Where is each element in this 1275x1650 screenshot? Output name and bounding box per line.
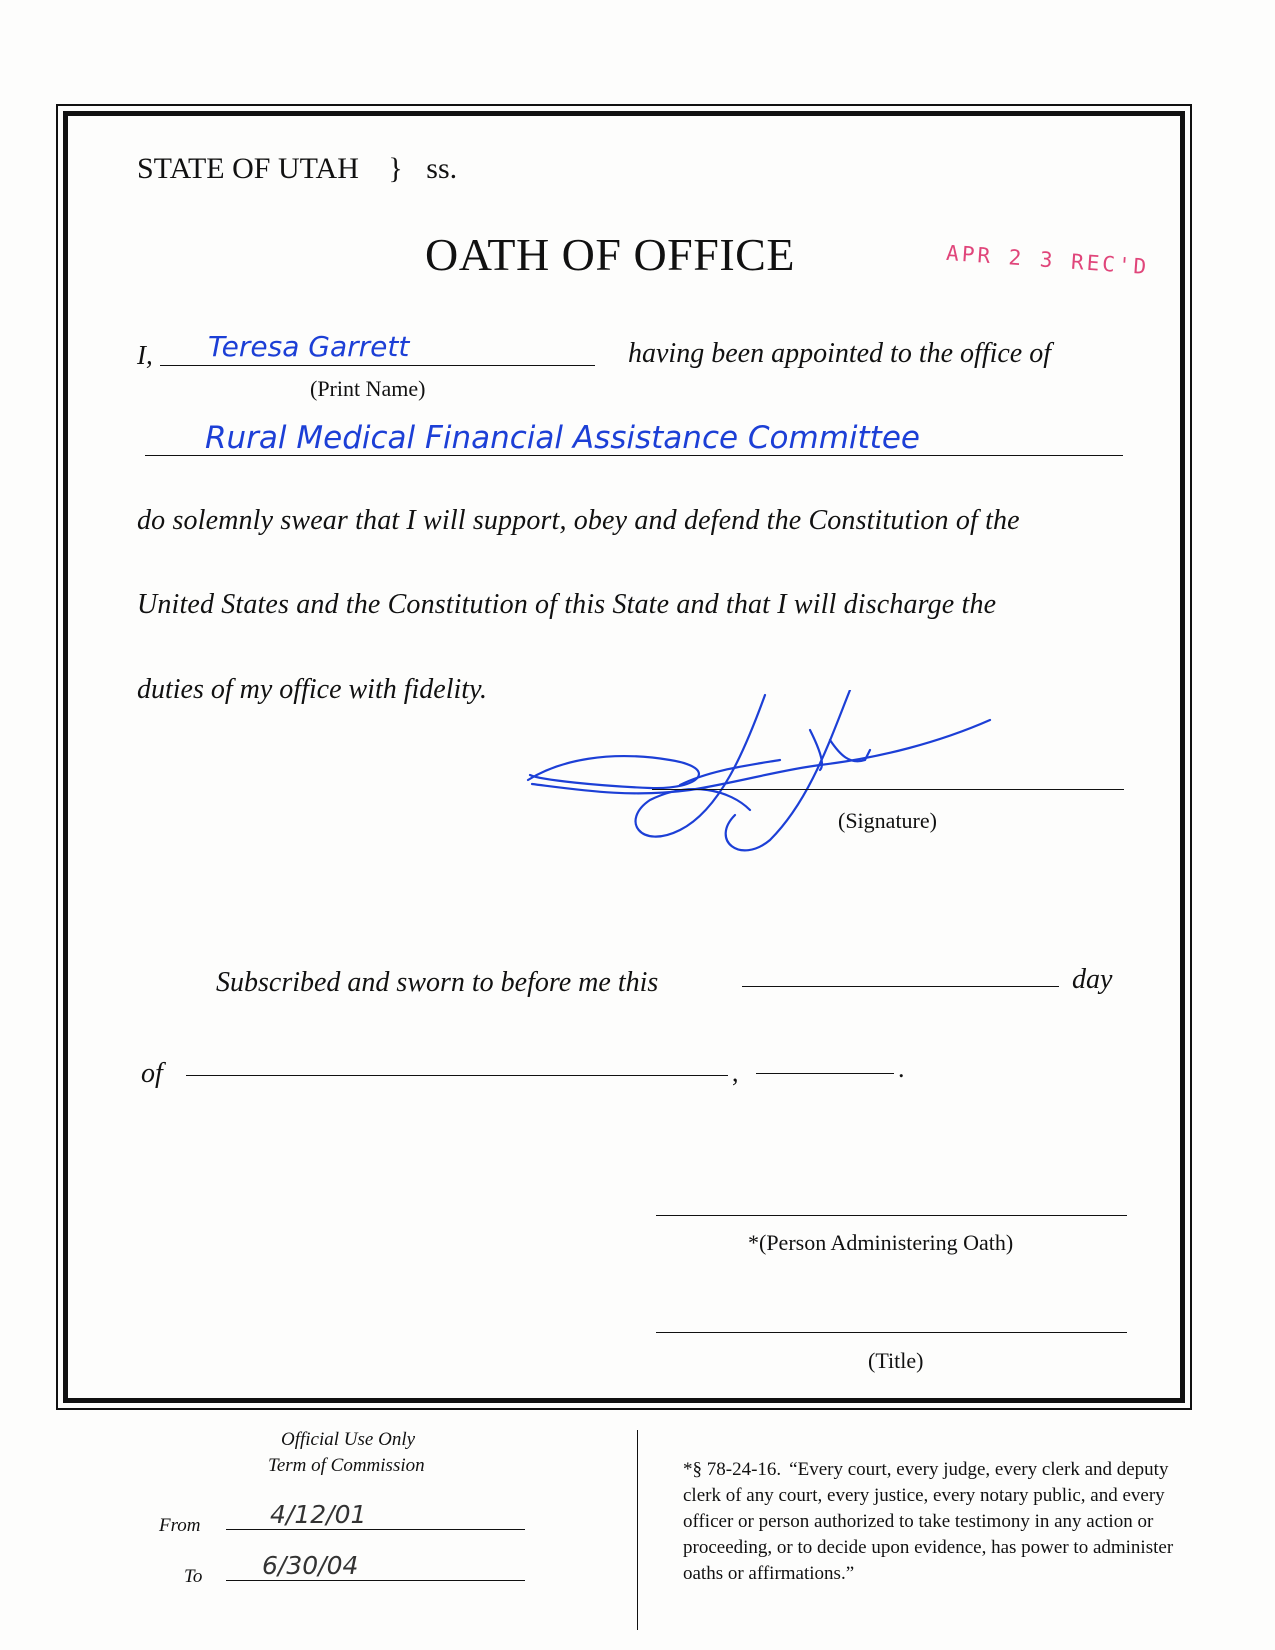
from-label: From: [159, 1515, 201, 1536]
title-label: (Title): [868, 1348, 924, 1373]
received-stamp: APR 2 3 REC'D: [945, 240, 1150, 280]
term-of-commission-heading: Term of Commission: [268, 1455, 425, 1476]
oath-text-line-2: United States and the Constitution of this State and that I will discharge the: [137, 589, 997, 620]
month-comma: ,: [732, 1058, 739, 1087]
signature-line: [652, 789, 1124, 790]
statute-note: [683, 1457, 1203, 1587]
office-handwritten: Rural Medical Financial Assistance Committee: [205, 420, 920, 456]
to-line: [226, 1580, 525, 1581]
oath-text-line-3: duties of my office with fidelity.: [137, 674, 487, 705]
i-label: I,: [137, 340, 153, 370]
from-line: [226, 1529, 525, 1530]
from-date-handwritten: 4/12/01: [270, 1500, 367, 1529]
statute-text: “Every court, every judge, every clerk and deputy clerk of any court, every justice, every notary public, and every officer or person authorized to take testimony in any action or proceeding, or to decide upon evidence, has power to administer oaths or affirmations.”: [683, 1459, 1174, 1584]
subscribed-text: Subscribed and sworn to before me this: [216, 967, 659, 998]
month-line: [186, 1075, 728, 1076]
oath-text-line-1: do solemnly swear that I will support, obey and defend the Constitution of the: [137, 505, 1020, 536]
day-label: day: [1072, 964, 1113, 995]
title-line: [656, 1332, 1127, 1333]
footer-divider: [637, 1430, 638, 1630]
statute-reference: *§ 78-24-16.: [683, 1459, 782, 1480]
to-date-handwritten: 6/30/04: [262, 1551, 359, 1580]
state-label: STATE OF UTAH: [137, 152, 359, 185]
signature-label: (Signature): [838, 808, 937, 833]
day-line: [742, 986, 1059, 987]
administrator-line: [656, 1215, 1127, 1216]
name-line: [160, 365, 595, 366]
document-title: OATH OF OFFICE: [425, 229, 795, 280]
name-handwritten: Teresa Garrett: [208, 330, 410, 363]
year-line: [756, 1073, 894, 1074]
to-label: To: [184, 1566, 203, 1587]
ss-label: ss.: [426, 152, 458, 185]
official-use-heading: Official Use Only: [281, 1429, 416, 1450]
year-period: .: [898, 1054, 905, 1083]
of-label: of: [141, 1058, 163, 1089]
signature-scribble: [520, 690, 1000, 870]
appointed-text: having been appointed to the office of: [628, 338, 1052, 369]
state-brace: }: [388, 152, 403, 185]
state-heading: [137, 152, 457, 186]
print-name-label: (Print Name): [310, 376, 426, 401]
administrator-label: *(Person Administering Oath): [748, 1230, 1014, 1255]
